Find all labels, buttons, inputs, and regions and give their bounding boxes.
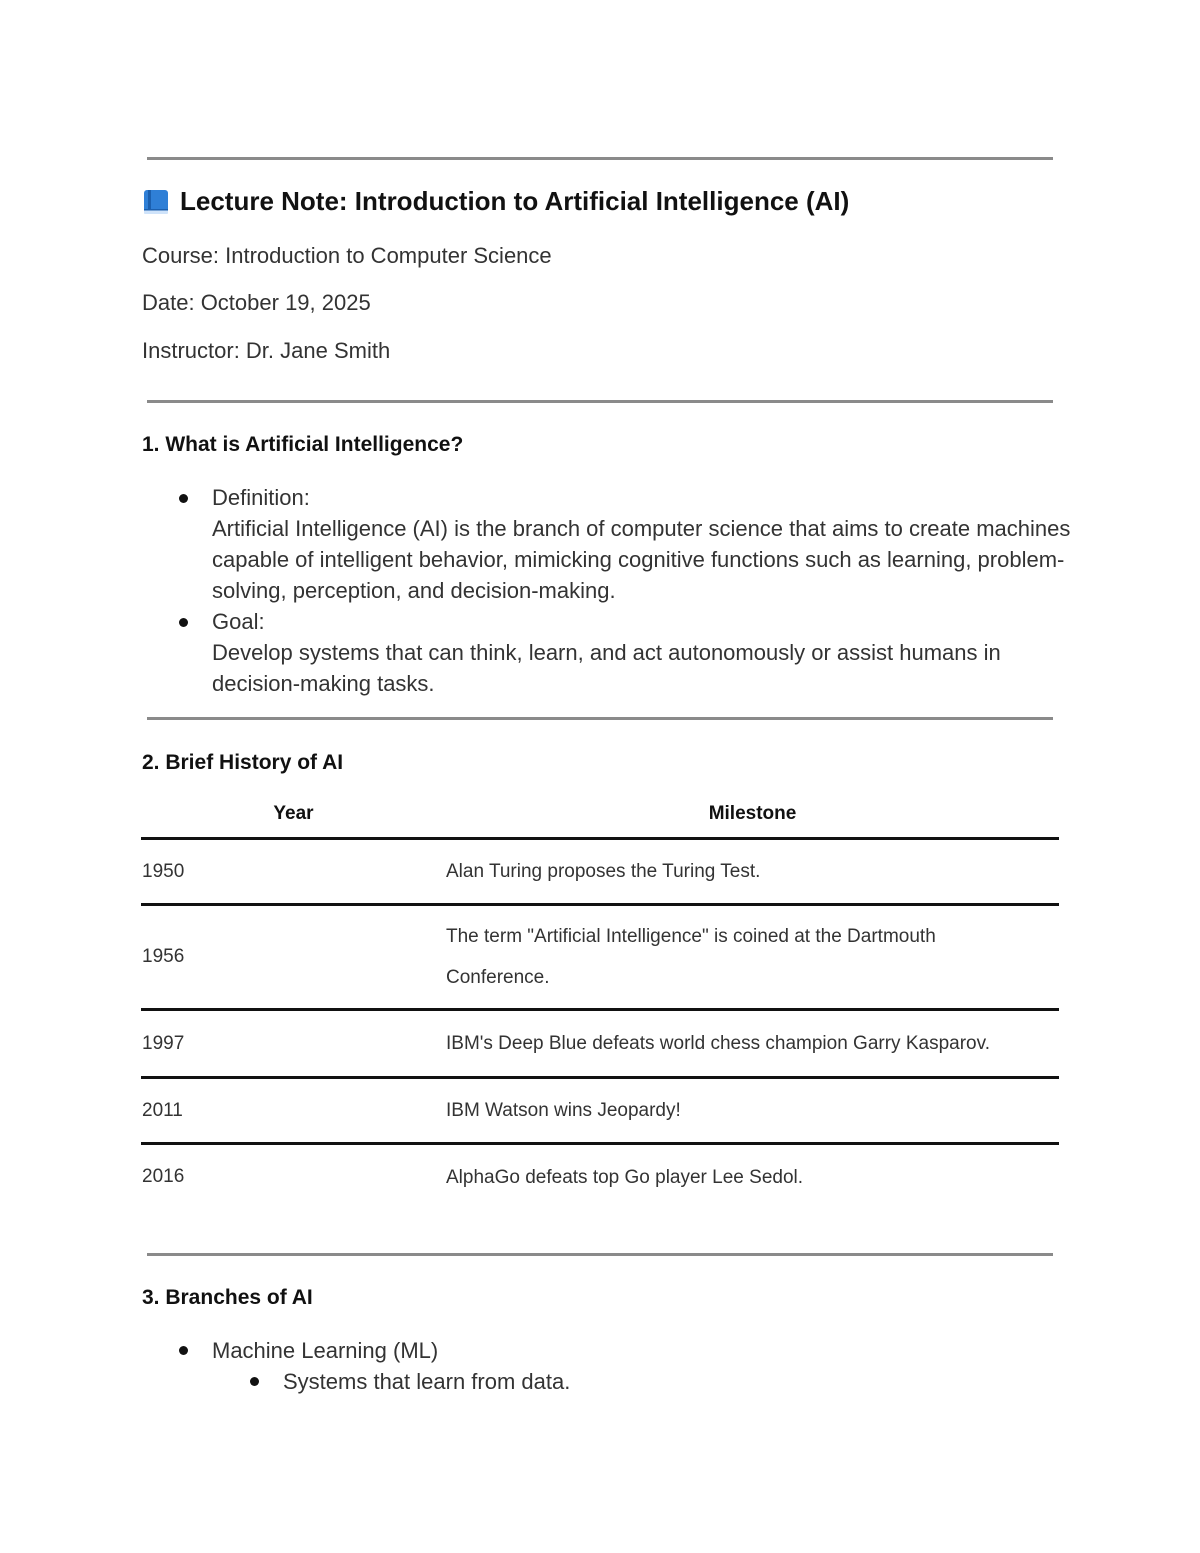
year-cell: 1997	[141, 1010, 446, 1078]
milestone-cell: Alan Turing proposes the Turing Test.	[446, 839, 1059, 905]
goal-label: Goal:	[212, 609, 265, 634]
instructor-line: Instructor: Dr. Jane Smith	[142, 338, 391, 363]
divider	[147, 717, 1053, 720]
list-item-machine-learning: Machine Learning (ML)	[212, 1338, 439, 1363]
table-row	[141, 1144, 1059, 1210]
course-line: Course: Introduction to Computer Science	[142, 243, 552, 268]
page-title	[142, 186, 849, 217]
year-cell: 1956	[141, 905, 446, 1010]
table-row	[141, 1010, 1059, 1078]
sub-list-item: Systems that learn from data.	[283, 1369, 571, 1394]
history-table	[141, 790, 1059, 1210]
bullet-icon	[179, 618, 188, 627]
blue-book-icon	[142, 188, 170, 216]
table-row	[141, 905, 1059, 1010]
goal-text: Develop systems that can think, learn, and act autonomously or assist humans in decision-making tasks.	[212, 640, 1001, 696]
milestone-cell: The term "Artificial Intelligence" is coined at the Dartmouth Conference.	[446, 905, 1059, 1010]
section-heading-history: 2. Brief History of AI	[142, 751, 344, 774]
date-line: Date: October 19, 2025	[142, 290, 371, 315]
table-header-row	[141, 790, 1059, 839]
table-row	[141, 839, 1059, 905]
bullet-icon	[179, 494, 188, 503]
definition-label: Definition:	[212, 485, 310, 510]
table-row	[141, 1078, 1059, 1144]
list-item-goal	[212, 606, 1072, 699]
divider	[147, 400, 1053, 403]
list-item-definition	[212, 482, 1072, 606]
definition-text: Artificial Intelligence (AI) is the branch of computer science that aims to create machines capable of intelligent behavior, mimicking cognitive functions such as learning, problem-solving, perception, and decision-making.	[212, 516, 1071, 603]
divider	[147, 157, 1053, 160]
milestone-cell: AlphaGo defeats top Go player Lee Sedol.	[446, 1166, 804, 1188]
section-heading-what-is-ai: 1. What is Artificial Intelligence?	[142, 433, 464, 456]
year-cell: 2011	[141, 1078, 446, 1144]
column-header-year: Year	[141, 790, 446, 839]
page-title-text: Lecture Note: Introduction to Artificial Intelligence (AI)	[180, 186, 850, 216]
year-cell: 1950	[141, 839, 446, 905]
milestone-cell: IBM Watson wins Jeopardy!	[446, 1078, 1059, 1144]
divider	[147, 1253, 1053, 1256]
bullet-icon	[250, 1377, 259, 1386]
column-header-milestone: Milestone	[446, 790, 1059, 839]
bullet-icon	[179, 1346, 188, 1355]
milestone-cell: IBM's Deep Blue defeats world chess champion Garry Kasparov.	[446, 1010, 1059, 1078]
section-heading-branches: 3. Branches of AI	[142, 1286, 313, 1309]
year-cell: 2016	[142, 1166, 185, 1188]
